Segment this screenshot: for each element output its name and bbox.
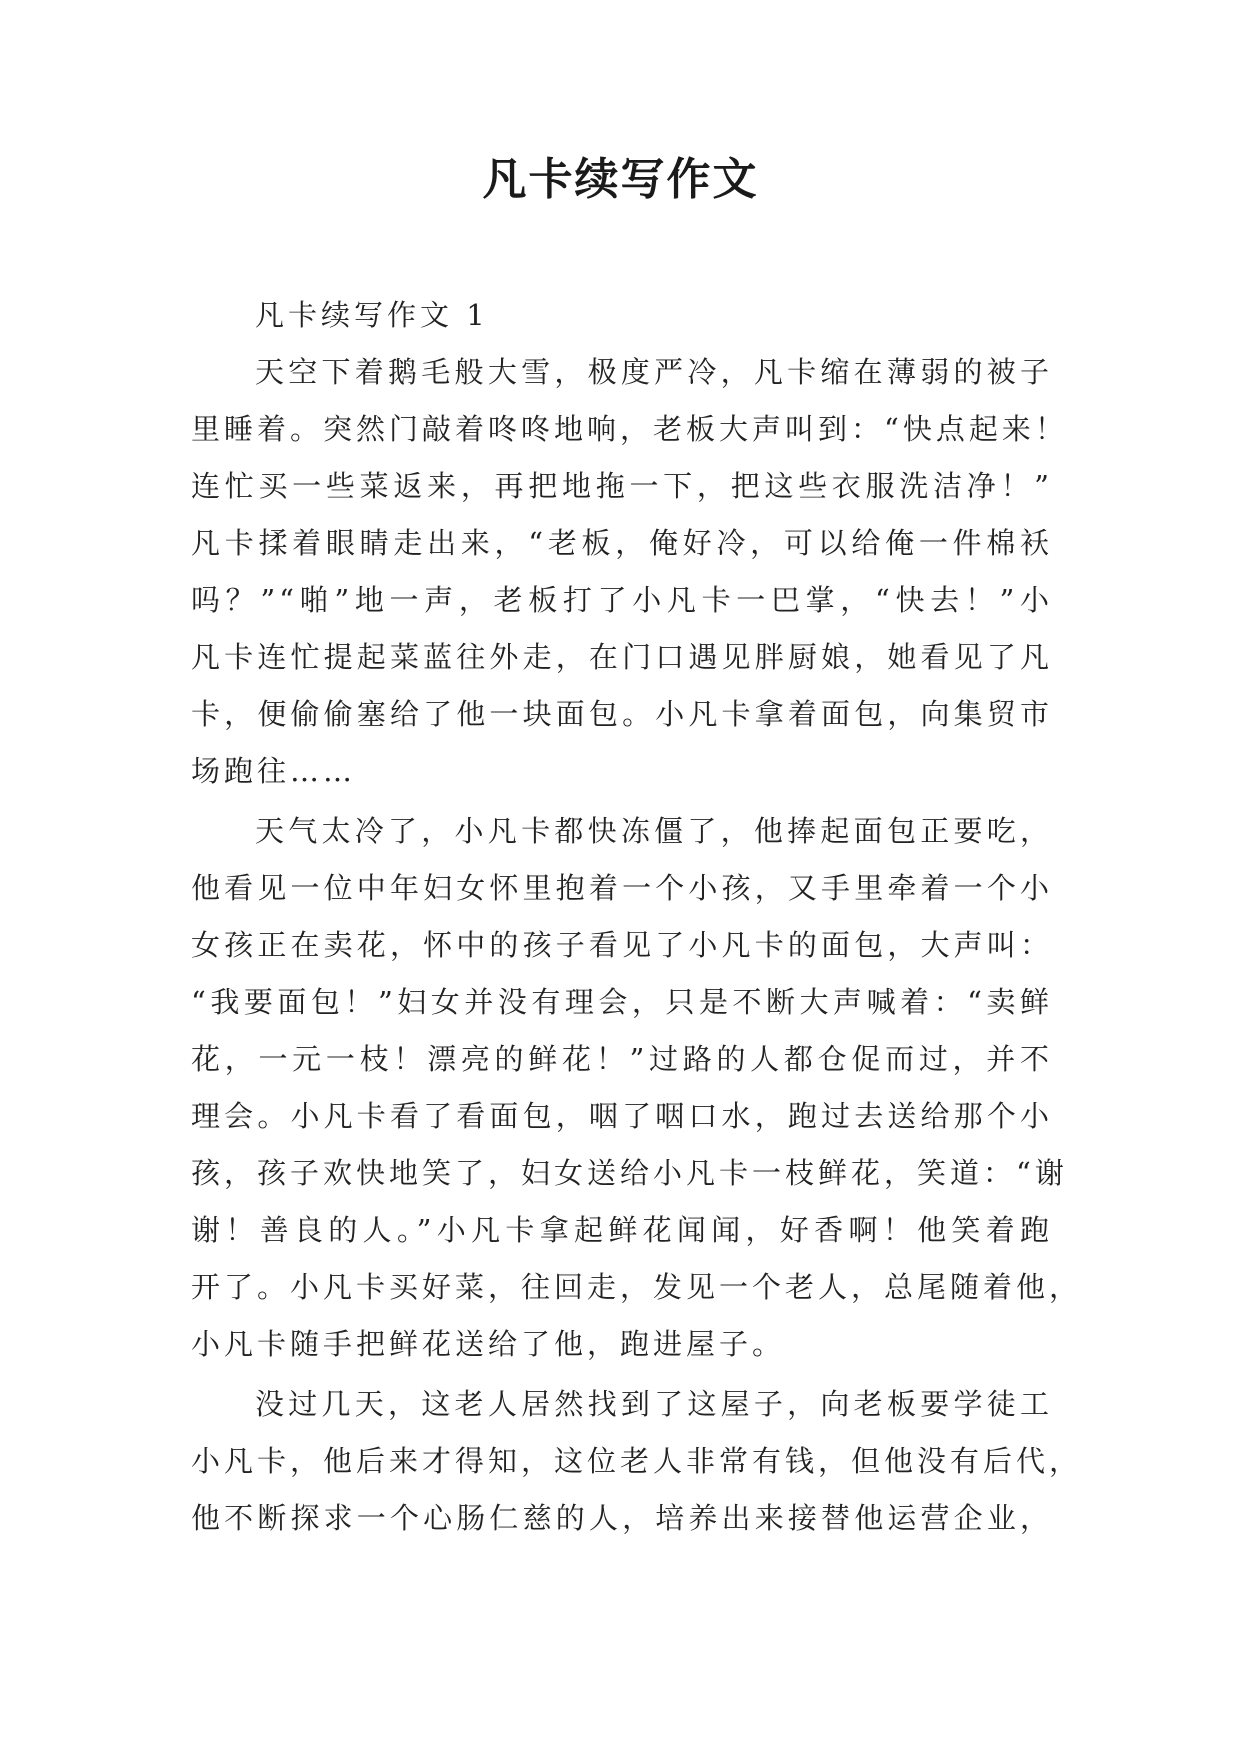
paragraph-line: 里睡着。突然门敲着咚咚地响，老板大声叫到：“快点起来！ — [191, 412, 1068, 446]
paragraph-line: “我要面包！”妇女并没有理会，只是不断大声喊着：“卖鲜 — [191, 985, 1053, 1019]
paragraph-line: 天空下着鹅毛般大雪，极度严冷，凡卡缩在薄弱的被子 — [255, 355, 1053, 389]
paragraph-line: 卡，便偷偷塞给了他一块面包。小凡卡拿着面包，向集贸市 — [191, 697, 1053, 731]
paragraph-line: 吗？”“啪”地一声，老板打了小凡卡一巴掌，“快去！”小 — [191, 583, 1053, 617]
paragraph-line: 他不断探求一个心肠仁慈的人，培养出来接替他运营企业， — [191, 1501, 1053, 1535]
paragraph-line: 开了。小凡卡买好菜，往回走，发见一个老人，总尾随着他， — [191, 1270, 1083, 1304]
paragraph-line: 凡卡连忙提起菜蓝往外走，在门口遇见胖厨娘，她看见了凡 — [191, 640, 1053, 674]
paragraph-3 — [191, 1376, 1083, 1547]
section-heading: 凡卡续写作文 1 — [255, 298, 489, 332]
paragraph-line: 花，一元一枝！漂亮的鲜花！”过路的人都仓促而过，并不 — [191, 1042, 1053, 1076]
paragraph-line: 没过几天，这老人居然找到了这屋子，向老板要学徒工 — [255, 1387, 1053, 1421]
paragraph-line: 他看见一位中年妇女怀里抱着一个小孩，又手里牵着一个小 — [191, 871, 1053, 905]
paragraph-line: 小凡卡随手把鲜花送给了他，跑进屋子。 — [191, 1327, 786, 1361]
paragraph-line: 小凡卡，他后来才得知，这位老人非常有钱，但他没有后代， — [191, 1444, 1083, 1478]
paragraph-1 — [191, 344, 1068, 800]
paragraph-line: 连忙买一些菜返来，再把地拖一下，把这些衣服洗洁净！” — [191, 469, 1053, 503]
paragraph-line: 凡卡揉着眼睛走出来，“老板，俺好冷，可以给俺一件棉袄 — [191, 526, 1053, 560]
paragraph-line: 理会。小凡卡看了看面包，咽了咽口水，跑过去送给那个小 — [191, 1099, 1053, 1133]
document-body — [191, 287, 1083, 1547]
paragraph-line: 孩，孩子欢快地笑了，妇女送给小凡卡一枝鲜花，笑道：“谢 — [191, 1156, 1068, 1190]
paragraph-line: 谢！善良的人。”小凡卡拿起鲜花闻闻，好香啊！他笑着跑 — [191, 1213, 1053, 1247]
paragraph-line: 女孩正在卖花，怀中的孩子看见了小凡卡的面包，大声叫： — [191, 928, 1053, 962]
document-title: 凡卡续写作文 — [482, 154, 759, 205]
paragraph-line: 天气太冷了，小凡卡都快冻僵了，他捧起面包正要吃， — [255, 814, 1053, 848]
paragraph-2 — [191, 803, 1083, 1373]
paragraph-line: 场跑往…… — [191, 754, 357, 788]
